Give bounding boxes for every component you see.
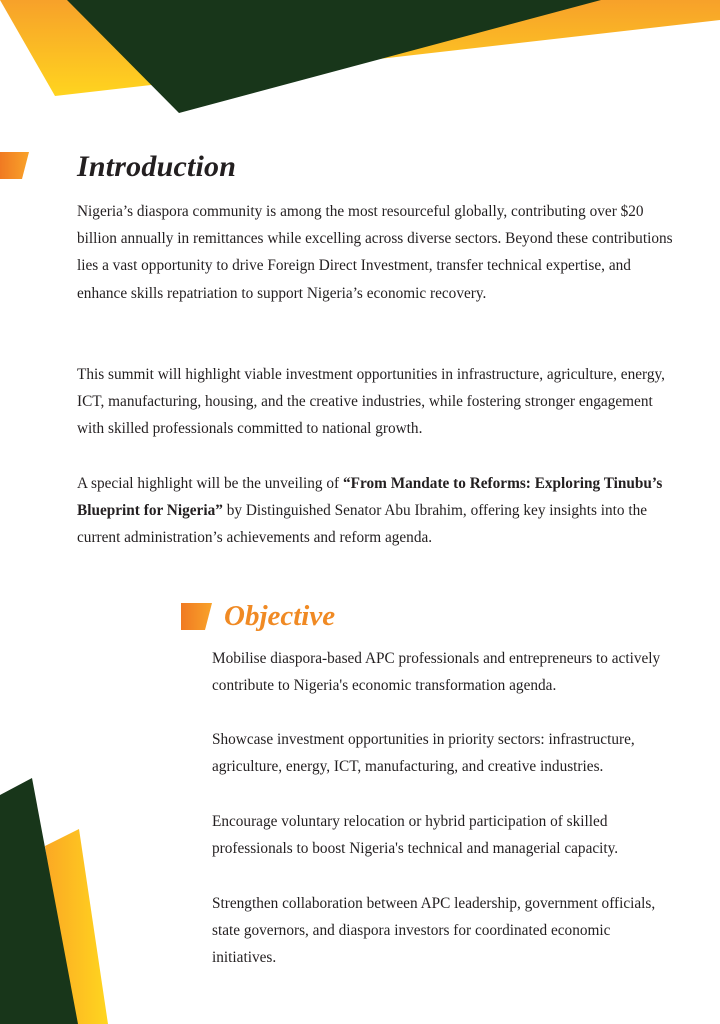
objective-heading: Objective (224, 600, 336, 632)
paragraph-prefix: A special highlight will be the unveiling of (77, 475, 343, 492)
objective-item: Mobilise diaspora-based APC professionals and entrepreneurs to actively contribute to Nigeria's economic transformation agenda. (212, 650, 661, 695)
intro-marker-icon (0, 152, 29, 179)
objective-item: Strengthen collaboration between APC leadership, government officials, state governors, and diaspora investors for coordinated economic initiatives. (212, 895, 656, 967)
introduction-heading: Introduction (77, 150, 237, 183)
intro-paragraph-3 (77, 470, 677, 552)
objective-item: Encourage voluntary relocation or hybrid participation of skilled professionals to boost Nigeria's technical and managerial capacity. (212, 813, 619, 858)
intro-paragraph-1: Nigeria’s diaspora community is among the most resourceful globally, contributing over $20 billion annually in remittances while excelling across diverse sectors. Beyond these contributions lies a vast opportunity to drive Foreign Direct Investment, transfer technical expertise, and enhance skills repatriation to support Nigeria’s economic recovery. (77, 203, 673, 302)
top-green-shape (67, 0, 601, 113)
intro-paragraph-2: This summit will highlight viable investment opportunities in infrastructure, agriculture, energy, ICT, manufacturing, housing, and the creative industries, while fostering stronger engagement with skilled professionals committed to national growth. (77, 366, 665, 438)
objective-item: Showcase investment opportunities in priority sectors: infrastructure, agriculture, energy, ICT, manufacturing, and creative industries. (212, 731, 635, 776)
paragraph-suffix: by Distinguished Senator Abu Ibrahim, offering key insights into the current administration’s achievements and reform agenda. (77, 502, 648, 547)
top-yellow-shape (0, 0, 720, 96)
objective-marker-icon (181, 603, 212, 630)
bottom-yellow-shape (45, 829, 108, 1024)
bottom-green-shape (0, 778, 78, 1024)
book-title: “From Mandate to Reforms: Exploring Tinubu’s Blueprint for Nigeria” (77, 475, 663, 520)
